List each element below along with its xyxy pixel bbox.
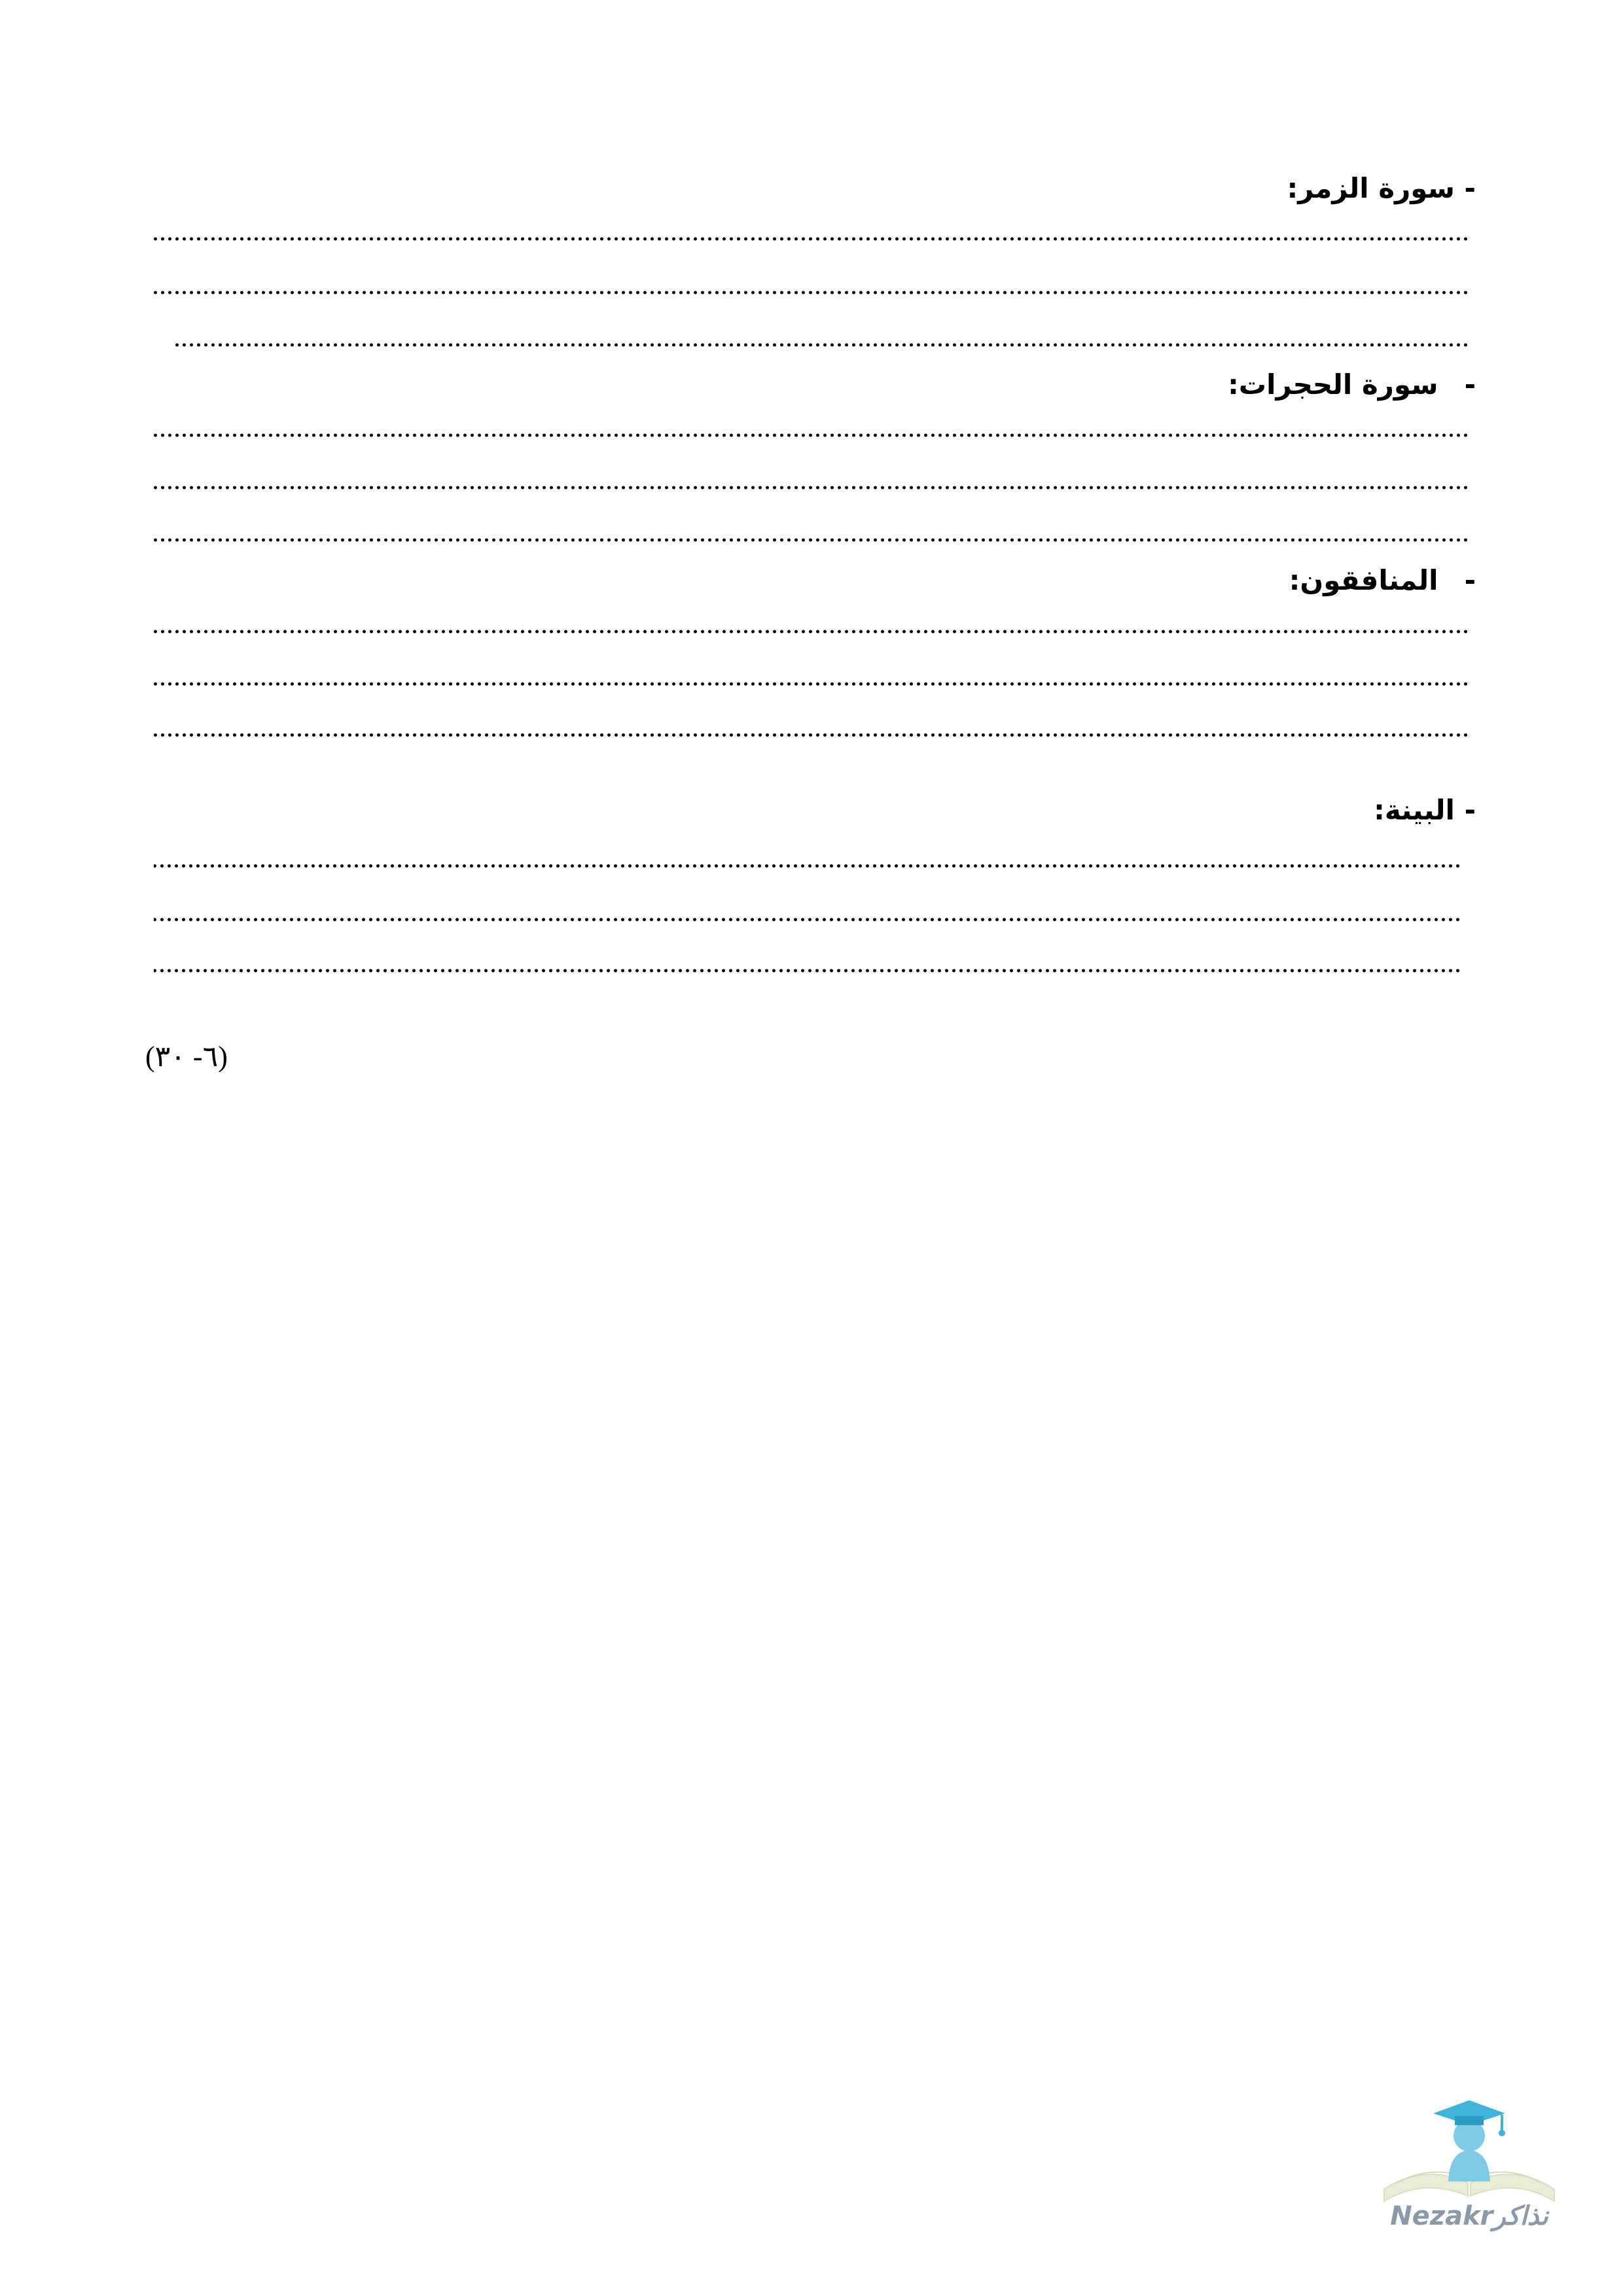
answer-line[interactable]	[154, 967, 1461, 974]
answer-line[interactable]	[154, 916, 1461, 923]
book-graduate-icon	[1371, 2091, 1567, 2202]
answer-line[interactable]	[154, 432, 1469, 439]
section-label: - سورة الزمر:	[1287, 172, 1476, 204]
section-heading-hujurat	[1228, 365, 1476, 404]
answer-line[interactable]	[154, 537, 1469, 543]
section-label: - البينة:	[1374, 794, 1476, 826]
nezakr-logo	[1371, 2091, 1567, 2242]
logo-wordmark: Nezakrنذاكر	[1390, 2201, 1548, 2231]
section-label: سورة الحجرات:	[1228, 368, 1438, 401]
page-number: (٦- ٣٠)	[145, 1041, 228, 1073]
answer-line[interactable]	[154, 681, 1469, 687]
answer-line[interactable]	[154, 484, 1469, 491]
dash-marker: -	[1464, 564, 1476, 596]
dash-marker: -	[1464, 368, 1476, 401]
section-label: المنافقون:	[1289, 564, 1438, 596]
answer-line[interactable]	[154, 732, 1469, 738]
answer-line[interactable]	[154, 289, 1469, 296]
answer-line[interactable]	[171, 342, 1469, 348]
section-heading-zumar	[1287, 169, 1476, 208]
answer-line[interactable]	[154, 236, 1469, 242]
answer-line[interactable]	[154, 628, 1469, 635]
section-heading-munafiqun	[1289, 561, 1476, 600]
answer-line[interactable]	[154, 863, 1461, 869]
section-heading-bayyinah	[1374, 791, 1476, 830]
